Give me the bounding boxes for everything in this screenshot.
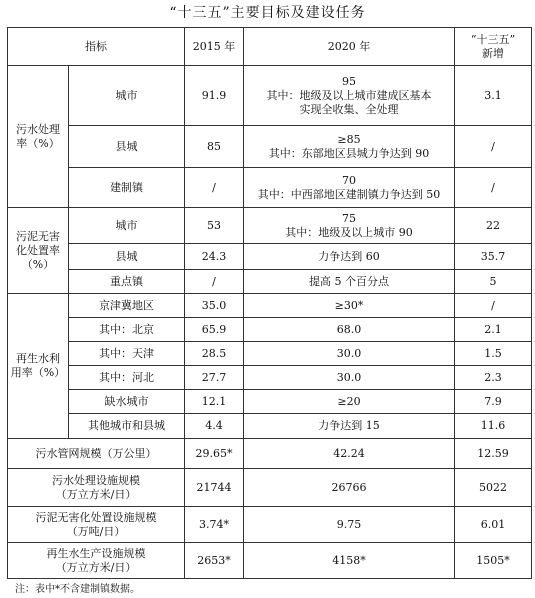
- cell-2020: 68.0: [244, 318, 455, 342]
- reuse-group-line2: 用率（%）: [10, 366, 66, 379]
- cell-added: 3.1: [455, 66, 532, 126]
- cell-added: 35.7: [455, 244, 532, 270]
- cell-2015: 91.9: [185, 66, 244, 126]
- row-label: 其中：北京: [69, 318, 185, 342]
- cell-2020: 30.0: [244, 342, 455, 366]
- row-label: 缺水城市: [69, 390, 185, 414]
- cell-2020-line1: 70: [342, 173, 356, 187]
- reuse-group-label: [8, 294, 69, 439]
- cell-2020: 4158*: [244, 543, 455, 579]
- sludge-group-line1: 污泥无害: [16, 229, 60, 243]
- header-added: [455, 28, 532, 66]
- header-2015: 2015 年: [185, 28, 244, 66]
- cell-added: 6.01: [455, 507, 532, 543]
- header-row: [8, 28, 532, 66]
- cell-added: 7.9: [455, 390, 532, 414]
- scale-label: [8, 469, 185, 507]
- cell-2020: [244, 66, 455, 126]
- cell-2020: ≥30*: [244, 294, 455, 318]
- cell-2015: 3.74*: [185, 507, 244, 543]
- sewage-group-line1: 污水处理: [16, 122, 60, 136]
- cell-2020: 42.24: [244, 439, 455, 469]
- cell-2015: 4.4: [185, 414, 244, 439]
- cell-added: /: [455, 168, 532, 208]
- scale-label: [8, 507, 185, 543]
- scale-label-line1: 污水管网规模（万公里）: [35, 446, 157, 460]
- cell-added: 1505*: [455, 543, 532, 579]
- row-label: 建制镇: [69, 168, 185, 208]
- cell-2020-line3: 实现全收集、全处理: [299, 102, 399, 116]
- row-label: 京津冀地区: [69, 294, 185, 318]
- cell-2020: 30.0: [244, 366, 455, 390]
- sludge-group-line2: 化处置率: [16, 243, 60, 257]
- targets-table: [7, 27, 532, 579]
- table-row: [8, 342, 532, 366]
- scale-label-line1: 污水处理设施规模: [52, 473, 140, 487]
- table-row: [8, 366, 532, 390]
- cell-2015: /: [185, 270, 244, 294]
- cell-2020: ≥20: [244, 390, 455, 414]
- cell-added: 2.1: [455, 318, 532, 342]
- cell-2015: 21744: [185, 469, 244, 507]
- scale-label-line1: 污泥无害化处置设施规模: [35, 510, 157, 524]
- cell-added: 22: [455, 208, 532, 244]
- cell-2015: 28.5: [185, 342, 244, 366]
- cell-2020-line1: 75: [342, 211, 356, 225]
- cell-2020: 26766: [244, 469, 455, 507]
- cell-2020: [244, 208, 455, 244]
- header-indicator: 指标: [8, 28, 185, 66]
- table-row: [8, 294, 532, 318]
- cell-added: /: [455, 126, 532, 168]
- cell-2015: 35.0: [185, 294, 244, 318]
- cell-2015: /: [185, 168, 244, 208]
- table-row: [8, 414, 532, 439]
- sewage-group-line2: 率（%）: [16, 136, 60, 150]
- cell-2015: 24.3: [185, 244, 244, 270]
- cell-2015: 12.1: [185, 390, 244, 414]
- cell-2015: 65.9: [185, 318, 244, 342]
- header-added-line2: 新增: [482, 46, 504, 60]
- table-row: [8, 469, 532, 507]
- cell-2015: 85: [185, 126, 244, 168]
- table-row: [8, 390, 532, 414]
- row-label: 县城: [69, 244, 185, 270]
- cell-added: 11.6: [455, 414, 532, 439]
- cell-added: 2.3: [455, 366, 532, 390]
- cell-2020-line2: 其中：东部地区县城力争达到 90: [268, 146, 430, 160]
- row-label: 其中：天津: [69, 342, 185, 366]
- sewage-group-label: [8, 66, 69, 208]
- cell-2015: 29.65*: [185, 439, 244, 469]
- scale-label-line2: （万立方米/日）: [55, 560, 137, 574]
- cell-2020: [244, 168, 455, 208]
- table-row: [8, 507, 532, 543]
- row-label: 重点镇: [69, 270, 185, 294]
- header-added-line1: “十三五”: [470, 32, 516, 46]
- table-row: [8, 270, 532, 294]
- cell-2020: [244, 126, 455, 168]
- scale-label-line2: （万吨/日）: [66, 524, 126, 538]
- cell-2015: 53: [185, 208, 244, 244]
- table-row: [8, 126, 532, 168]
- cell-added: 5: [455, 270, 532, 294]
- cell-2020-line1: ≥85: [337, 132, 361, 146]
- table-row: [8, 208, 532, 244]
- header-2020: 2020 年: [244, 28, 455, 66]
- cell-2020: 9.75: [244, 507, 455, 543]
- cell-2020-line1: 95: [342, 74, 356, 88]
- scale-label: [8, 543, 185, 579]
- cell-2020-line2: 其中：地级及以上城市建成区基本: [266, 88, 432, 102]
- cell-2020: 力争达到 15: [244, 414, 455, 439]
- cell-added: 12.59: [455, 439, 532, 469]
- table-row: [8, 168, 532, 208]
- cell-added: /: [455, 294, 532, 318]
- table-row: [8, 543, 532, 579]
- scale-label-line2: （万立方米/日）: [55, 487, 137, 501]
- cell-added: 5022: [455, 469, 532, 507]
- scale-label: [8, 439, 185, 469]
- cell-added: 1.5: [455, 342, 532, 366]
- cell-2015: 2653*: [185, 543, 244, 579]
- table-row: [8, 66, 532, 126]
- table-row: [8, 439, 532, 469]
- page-title: “十三五”主要目标及建设任务: [169, 5, 366, 21]
- table-row: [8, 318, 532, 342]
- table-row: [8, 244, 532, 270]
- reuse-group-line1: 再生水利: [16, 352, 60, 365]
- row-label: 其中：河北: [69, 366, 185, 390]
- cell-2020: 提高 5 个百分点: [244, 270, 455, 294]
- cell-2015: 27.7: [185, 366, 244, 390]
- sludge-group-label: [8, 208, 69, 294]
- row-label: 县城: [69, 126, 185, 168]
- cell-2020: 力争达到 60: [244, 244, 455, 270]
- cell-2020-line2: 其中：地级及以上城市 90: [285, 225, 413, 239]
- scale-label-line1: 再生水生产设施规模: [46, 546, 146, 560]
- row-label: 其他城市和县城: [69, 414, 185, 439]
- table-note: 注：表中*不含建制镇数据。: [15, 584, 140, 595]
- sludge-group-line3: （%）: [21, 257, 55, 271]
- row-label: 城市: [69, 66, 185, 126]
- cell-2020-line2: 其中：中西部地区建制镇力争达到 50: [257, 187, 441, 201]
- row-label: 城市: [69, 208, 185, 244]
